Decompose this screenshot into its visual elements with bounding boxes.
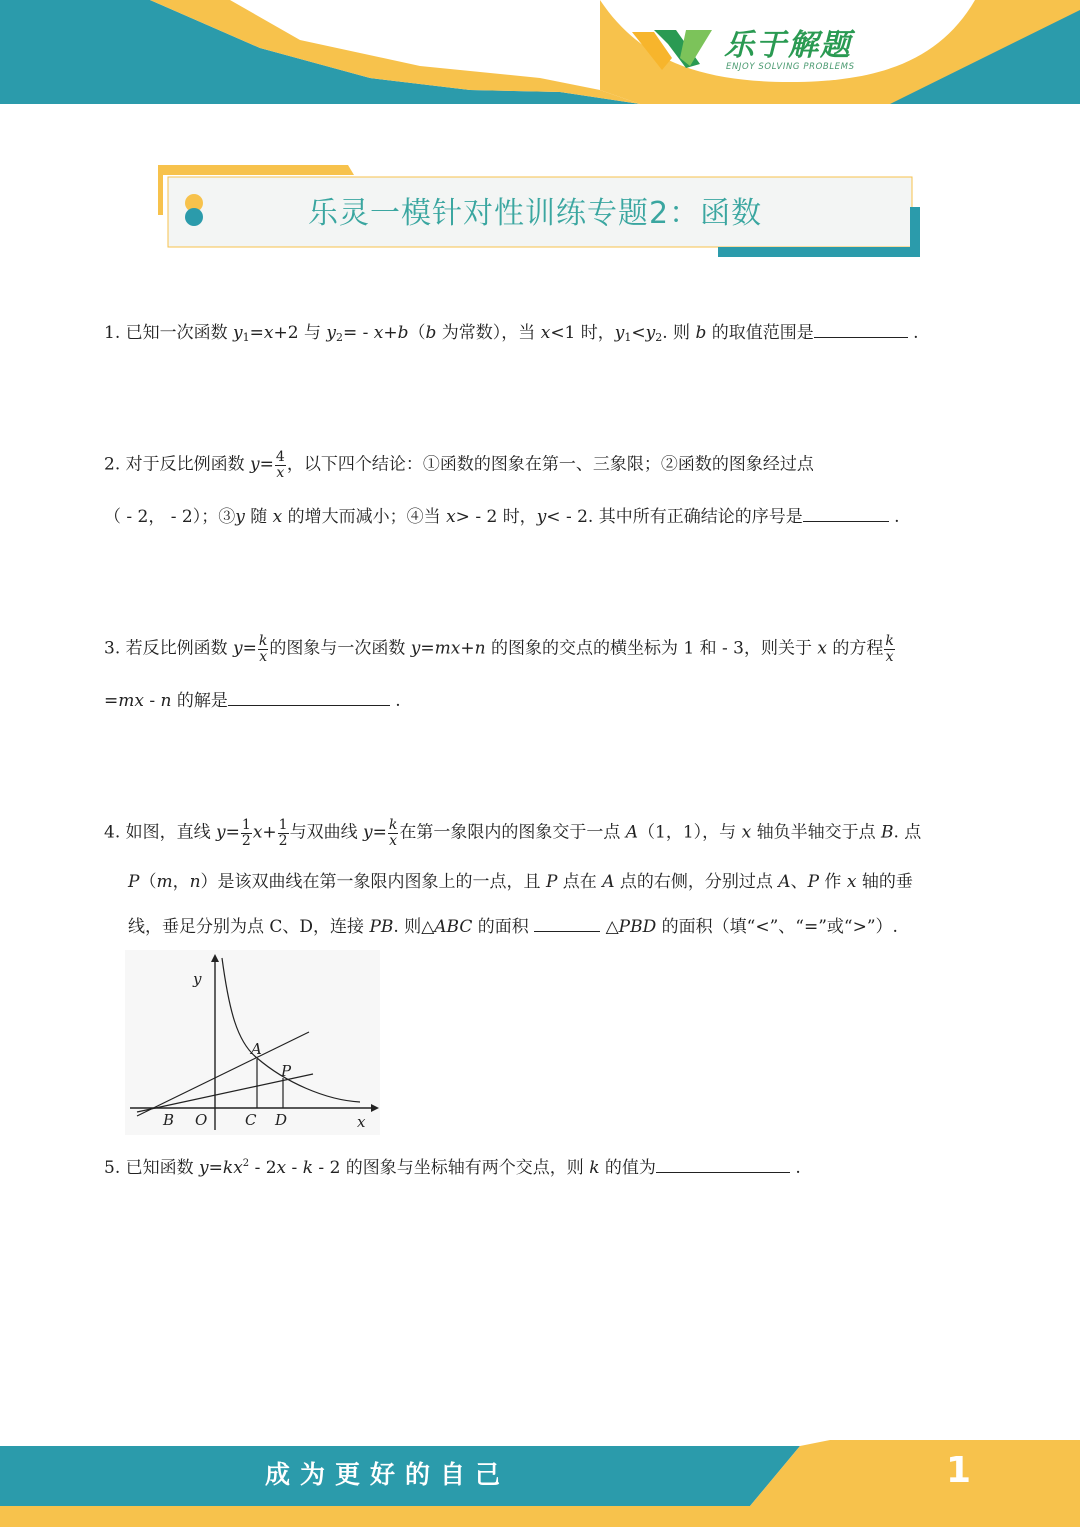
question-1: 1. 已知一次函数 $y_1=x+2$ 与 $y_2= - x+b(b$ 为常数），当 x<1 时，$y_1<y_2$. 则 b 的取值范围是 . <box>104 323 919 344</box>
brand-name: 乐于解题 <box>724 28 852 63</box>
label-o: O <box>195 1111 208 1129</box>
label-x: x <box>357 1113 366 1131</box>
label-b: B <box>163 1111 175 1129</box>
fraction: $\frac{k}{x}$ <box>885 633 894 665</box>
fraction: $\frac{4}{x}$ <box>275 449 285 481</box>
answer-blank-2[interactable] <box>803 507 889 522</box>
label-p: P <box>281 1062 292 1080</box>
question-4-line-3: 线，垂足分别为点 C、D，连接 PB. 则△ABC 的面积 △PBD 的面积（填“<”、“=”或“>”）. <box>128 917 898 937</box>
answer-blank-4[interactable] <box>534 917 600 932</box>
page-number: 1 <box>946 1450 972 1491</box>
function-graph-figure <box>125 950 380 1135</box>
label-d: D <box>275 1111 288 1129</box>
page-title: 乐灵一模针对性训练专题2：函数 <box>308 196 763 231</box>
label-a: A <box>251 1040 262 1058</box>
brand-tagline: ENJOY SOLVING PROBLEMS <box>726 62 855 72</box>
question-2-line-1: 2. 对于反比例函数 y= $\frac{4}{x}$ ，以下四个结论：①函数的图象在第一、三象限；②函数的图象经过点 <box>104 449 814 481</box>
question-number: 5. <box>104 1158 121 1178</box>
question-4-line-1: 4. 如图，直线 y= $\frac{1}{2}$ x+ $\frac{1}{2}$ 与双曲线 y= $\frac{k}{x}$ 在第一象限内的图象交于一点 A（1，1），与 x 轴负半轴交于点 B. 点 <box>104 817 922 849</box>
question-number: 3. <box>104 638 121 659</box>
question-number: 2. <box>104 454 121 475</box>
question-5: 5. 已知函数 $y=kx^2 - 2x - k - 2$ 的图象与坐标轴有两个交点，则 k 的值为 . <box>104 1158 801 1178</box>
fraction: $\frac{1}{2}$ <box>241 817 251 849</box>
footer-slogan: 成为更好的自己 <box>265 1460 511 1489</box>
question-number: 1. <box>104 323 121 343</box>
fraction: $\frac{k}{x}$ <box>388 817 398 849</box>
header-banner <box>0 0 1080 110</box>
question-4-line-2: P（m，n）是该双曲线在第一象限内图象上的一点，且 P 点在 A 点的右侧，分别过点 A、P 作 x 轴的垂 <box>128 872 913 892</box>
question-number: 4. <box>104 822 121 843</box>
footer-banner <box>0 1440 1080 1527</box>
question-2-line-2: （ - 2， - 2）；③y 随 x 的增大而减小；④当 x> - 2 时，y< - 2. 其中所有正确结论的序号是 . <box>104 507 900 527</box>
answer-blank-1[interactable] <box>814 323 908 338</box>
label-y: y <box>193 970 202 988</box>
label-c: C <box>245 1111 257 1129</box>
answer-blank-3[interactable] <box>228 691 390 706</box>
fraction: $\frac{1}{2}$ <box>278 817 288 849</box>
question-3-line-1: 3. 若反比例函数 y= $\frac{k}{x}$ 的图象与一次函数 y=mx+n 的图象的交点的横坐标为 1 和 - 3，则关于 x 的方程 $\frac{k}{x}$ <box>104 633 894 665</box>
question-3-line-2: =mx - n 的解是 . <box>104 691 401 711</box>
fraction: $\frac{k}{x}$ <box>258 633 268 665</box>
answer-blank-5[interactable] <box>656 1158 790 1173</box>
